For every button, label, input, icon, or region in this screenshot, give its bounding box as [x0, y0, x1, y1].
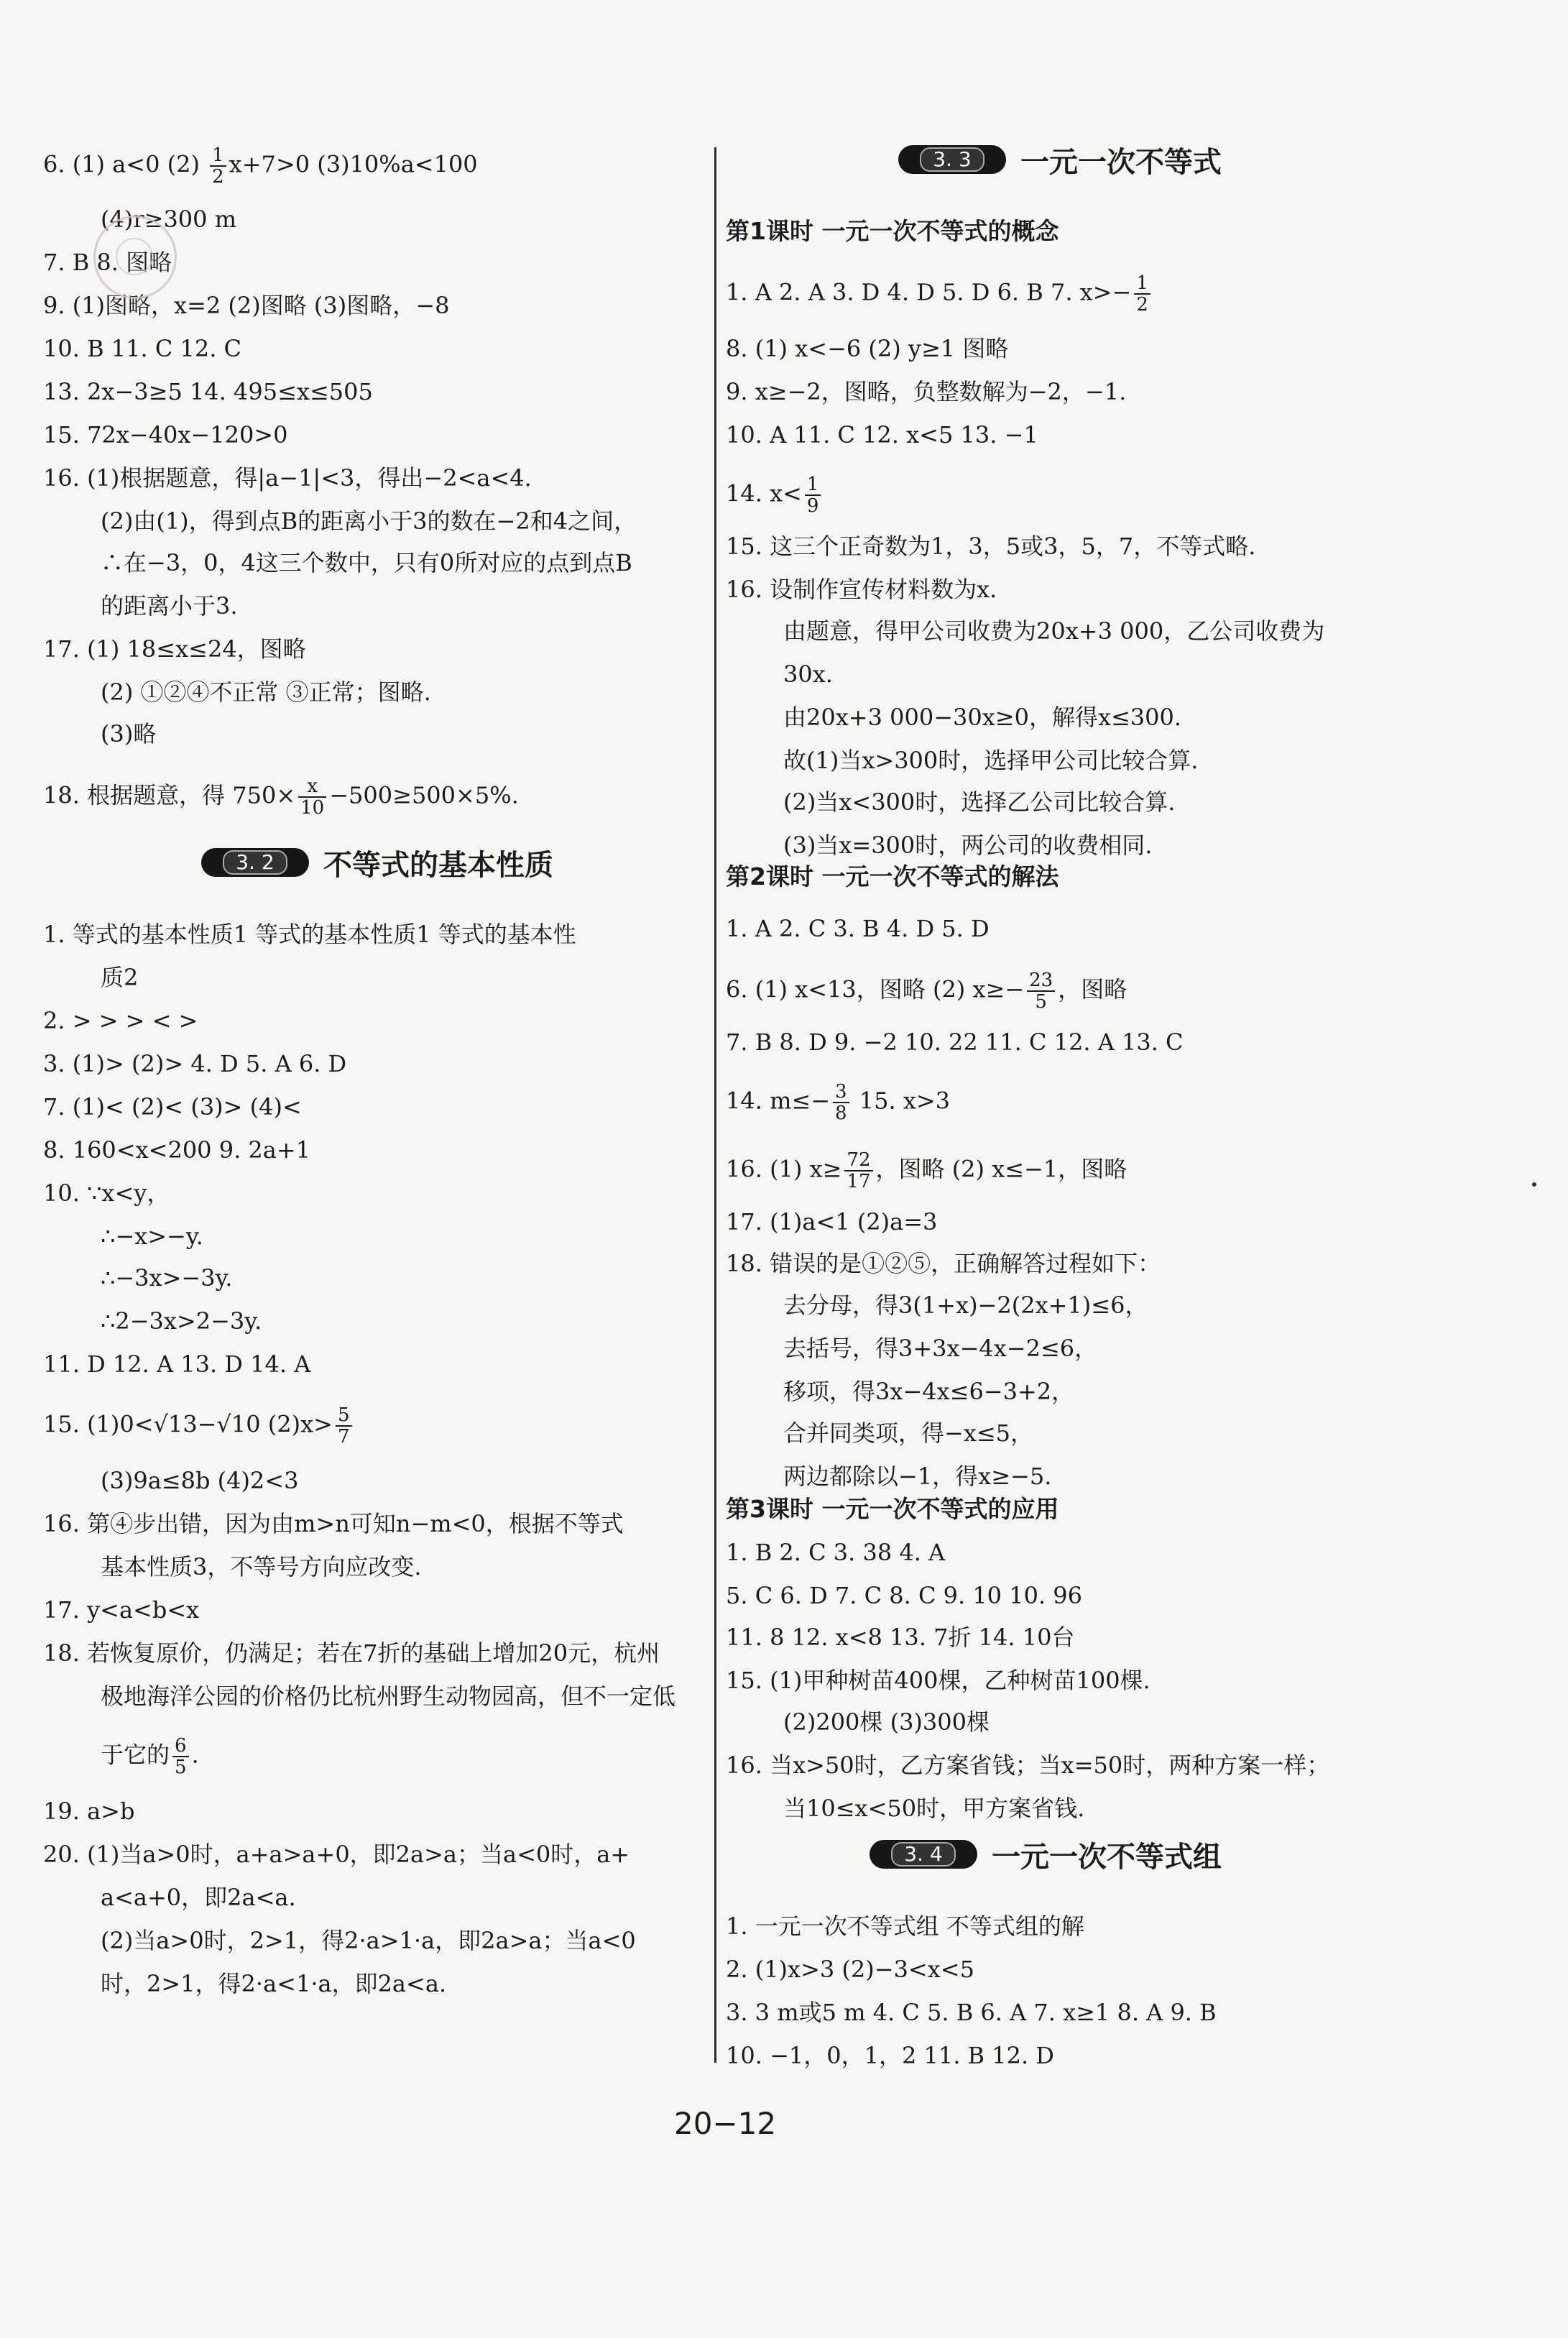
right-answer-line: 2. (1)x>3 (2)−3<x<5	[726, 1956, 974, 1983]
right-answer-line: 9. x≥−2，图略，负整数解为−2，−1.	[726, 378, 1127, 405]
left-answer-line: 19. a>b	[43, 1798, 135, 1825]
right-answer-line: 1. A 2. A 3. D 4. D 5. D 6. B 7. x>− $\frac{1}{2}$	[726, 273, 1153, 315]
fraction: $\frac{1}{2}$	[210, 145, 226, 187]
right-answer-line: 6. (1) x<13，图略 (2) x≥− $\frac{23}{5}$ ，图略	[726, 970, 1127, 1013]
right-answer-line: 14. x< $\frac{1}{9}$	[726, 474, 824, 516]
left-answer-line: 于它的 $\frac{6}{5}$ .	[101, 1735, 199, 1778]
right-answer-line: 15. (1)甲种树苗400棵，乙种树苗100棵.	[726, 1667, 1150, 1694]
left-answer-line: a<a+0，即2a<a.	[101, 1884, 296, 1911]
left-answer-line: 10. ∵x<y，	[43, 1179, 170, 1207]
right-answer-line: 故(1)当x>300时，选择甲公司比较合算.	[783, 747, 1199, 774]
left-answer-line: 10. B 11. C 12. C	[43, 335, 242, 362]
fraction: $\frac{72}{17}$	[844, 1150, 872, 1192]
left-answer-line: 2. > > > < >	[43, 1007, 198, 1034]
left-answer-line: ∴−3x>−3y.	[101, 1264, 233, 1292]
column-divider	[714, 147, 716, 2063]
fraction: $\frac{3}{8}$	[833, 1082, 849, 1123]
left-answer-line: 极地海洋公园的价格仍比杭州野生动物园高，但不一定低	[101, 1683, 676, 1710]
lesson-subheading: 第2课时 一元一次不等式的解法	[726, 862, 1059, 890]
page-number: 20−12	[674, 2106, 777, 2141]
left-answer-line: 18. 根据题意，得 750× $\frac{x}{10}$ −500≥500×5%.	[43, 776, 519, 819]
left-answer-line: ∴在−3，0，4这三个数中，只有0所对应的点到点B	[101, 549, 632, 576]
left-answer-line: (2) ①②④不正常 ③正常；图略.	[101, 678, 431, 706]
left-answer-line: 质2	[101, 964, 139, 991]
lesson-subheading: 第1课时 一元一次不等式的概念	[726, 217, 1059, 245]
left-answer-line: 的距离小于3.	[101, 592, 238, 620]
right-answer-line: 移项，得3x−4x≤6−3+2，	[783, 1378, 1075, 1405]
left-answer-line: 9. (1)图略，x=2 (2)图略 (3)图略，−8	[43, 292, 450, 319]
right-answer-line: 1. 一元一次不等式组 不等式组的解	[726, 1913, 1084, 1940]
right-answer-line: (3)当x=300时，两公司的收费相同.	[783, 832, 1153, 859]
left-answer-line: (4)r≥300 m	[101, 206, 237, 233]
fraction: $\frac{6}{5}$	[172, 1736, 189, 1777]
right-answer-line: 两边都除以−1，得x≥−5.	[783, 1463, 1052, 1490]
left-answer-line: 6. (1) a<0 (2) $\frac{1}{2}$ x+7>0 (3)10%a<100	[43, 144, 478, 188]
left-answer-line: 时，2>1，得2·a<1·a，即2a<a.	[101, 1970, 447, 1997]
fraction: $\frac{5}{7}$	[336, 1405, 352, 1447]
stray-dot	[1532, 1182, 1536, 1187]
left-answer-line: 16. (1)根据题意，得|a−1|<3，得出−2<a<4.	[43, 464, 532, 492]
section-title: 不等式的基本性质	[323, 849, 553, 882]
section-number-badge: 3. 3	[898, 145, 1006, 174]
section-number-badge: 3. 4	[870, 1840, 977, 1869]
right-answer-line: 16. 当x>50时，乙方案省钱；当x=50时，两种方案一样；	[726, 1752, 1330, 1779]
left-answer-line: 11. D 12. A 13. D 14. A	[43, 1350, 311, 1378]
left-answer-line: (2)由(1)，得到点B的距离小于3的数在−2和4之间，	[101, 507, 637, 535]
right-answer-line: 8. (1) x<−6 (2) y≥1 图略	[726, 335, 1009, 362]
fraction: $\frac{1}{2}$	[1134, 273, 1150, 315]
right-answer-line: 10. A 11. C 12. x<5 13. −1	[726, 421, 1038, 448]
left-answer-line: 15. (1)0<√13−√10 (2)x> $\frac{5}{7}$	[43, 1405, 355, 1447]
right-answer-line: 1. A 2. C 3. B 4. D 5. D	[726, 915, 990, 942]
right-answer-line: 7. B 8. D 9. −2 10. 22 11. C 12. A 13. C	[726, 1028, 1184, 1056]
left-answer-line: 8. 160<x<200 9. 2a+1	[43, 1136, 311, 1164]
left-answer-line: 基本性质3，不等号方向应改变.	[101, 1553, 422, 1580]
left-answer-line: (2)当a>0时，2>1，得2·a>1·a，即2a>a；当a<0	[101, 1927, 636, 1954]
right-answer-line: 10. −1，0，1，2 11. B 12. D	[726, 2042, 1054, 2069]
left-answer-line: 13. 2x−3≥5 14. 495≤x≤505	[43, 378, 373, 405]
left-answer-line: ∴2−3x>2−3y.	[101, 1307, 262, 1335]
section-number-badge: 3. 2	[201, 848, 309, 877]
watermark-stamp	[93, 216, 177, 299]
right-answer-line: 当10≤x<50时，甲方案省钱.	[783, 1795, 1085, 1822]
right-answer-line: (2)当x<300时，选择乙公司比较合算.	[783, 788, 1176, 816]
right-answer-line: 1. B 2. C 3. 38 4. A	[726, 1539, 946, 1566]
right-answer-line: 去括号，得3+3x−4x−2≤6，	[783, 1335, 1098, 1362]
fraction: $\frac{1}{9}$	[805, 474, 821, 516]
right-answer-line: 17. (1)a<1 (2)a=3	[726, 1208, 938, 1235]
left-answer-line: (3)9a≤8b (4)2<3	[101, 1467, 299, 1494]
left-answer-line: 17. (1) 18≤x≤24，图略	[43, 635, 306, 663]
left-answer-line: 20. (1)当a>0时，a+a>a+0，即2a>a；当a<0时，a+	[43, 1841, 630, 1868]
right-answer-line: 16. (1) x≥ $\frac{72}{17}$ ，图略 (2) x≤−1，图略	[726, 1149, 1127, 1192]
fraction: $\frac{23}{5}$	[1027, 970, 1055, 1012]
right-answer-line: 14. m≤− $\frac{3}{8}$ 15. x>3	[726, 1081, 951, 1124]
right-answer-line: 由20x+3 000−30x≥0，解得x≤300.	[783, 704, 1182, 731]
fraction: $\frac{x}{10}$	[298, 776, 326, 818]
section-title: 一元一次不等式组	[992, 1841, 1222, 1874]
right-answer-line: 15. 这三个正奇数为1，3，5或3，5，7，不等式略.	[726, 533, 1256, 560]
left-answer-line: 3. (1)> (2)> 4. D 5. A 6. D	[43, 1050, 347, 1077]
right-answer-line: 由题意，得甲公司收费为20x+3 000，乙公司收费为	[783, 617, 1325, 645]
lesson-subheading: 第3课时 一元一次不等式的应用	[726, 1495, 1059, 1523]
left-answer-line: ∴−x>−y.	[101, 1223, 203, 1250]
left-answer-line: 1. 等式的基本性质1 等式的基本性质1 等式的基本性	[43, 921, 576, 948]
left-answer-line: 7. B 8. 图略	[43, 249, 172, 276]
right-answer-line: 16. 设制作宣传材料数为x.	[726, 576, 997, 603]
right-answer-line: (2)200棵 (3)300棵	[783, 1708, 990, 1736]
left-answer-line: 17. y<a<b<x	[43, 1596, 200, 1624]
right-answer-line: 18. 错误的是①②⑤，正确解答过程如下：	[726, 1250, 1161, 1277]
left-answer-line: 7. (1)< (2)< (3)> (4)<	[43, 1093, 302, 1120]
left-answer-line: 18. 若恢复原价，仍满足；若在7折的基础上增加20元，杭州	[43, 1639, 660, 1667]
right-answer-line: 30x.	[783, 661, 833, 688]
right-answer-line: 合并同类项，得−x≤5，	[783, 1419, 1034, 1447]
right-answer-line: 5. C 6. D 7. C 8. C 9. 10 10. 96	[726, 1582, 1082, 1609]
left-answer-line: (3)略	[101, 720, 157, 747]
left-answer-line: 15. 72x−40x−120>0	[43, 421, 288, 448]
right-answer-line: 3. 3 m或5 m 4. C 5. B 6. A 7. x≥1 8. A 9. B	[726, 1999, 1217, 2026]
right-answer-line: 去分母，得3(1+x)−2(2x+1)≤6，	[783, 1292, 1148, 1319]
right-answer-line: 11. 8 12. x<8 13. 7折 14. 10台	[726, 1624, 1075, 1651]
section-title: 一元一次不等式	[1020, 146, 1222, 179]
left-answer-line: 16. 第④步出错，因为由m>n可知n−m<0，根据不等式	[43, 1510, 624, 1537]
